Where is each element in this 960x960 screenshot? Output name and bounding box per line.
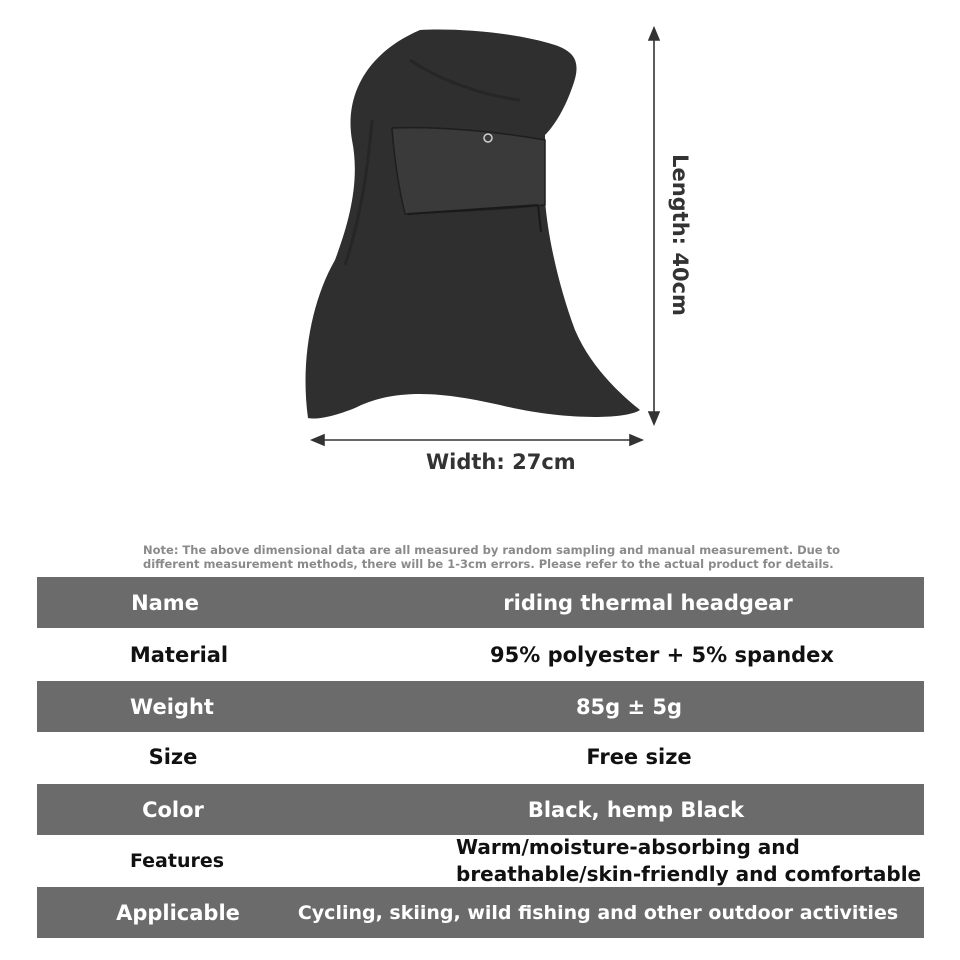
spec-label: Color [142, 797, 204, 822]
spec-value: riding thermal headgear [503, 590, 793, 615]
length-label: Length: 40cm [668, 154, 692, 316]
spec-row-size [37, 731, 924, 782]
spec-label: Name [131, 590, 199, 615]
spec-label: Applicable [116, 900, 240, 925]
width-label: Width: 27cm [426, 450, 576, 474]
spec-row-material [37, 629, 924, 680]
spec-row-name [37, 577, 924, 628]
spec-label: Weight [130, 694, 214, 719]
width-arrow [312, 435, 642, 445]
measurement-note: Note: The above dimensional data are all measured by random sampling and manual measurement. Due to different measurement methods, there will be 1-3cm errors. Please refer to the actual product for details. [143, 543, 841, 571]
spec-row-features [37, 835, 924, 886]
spec-label: Features [129, 849, 225, 872]
length-arrow [649, 28, 659, 424]
spec-label: Material [129, 642, 229, 667]
spec-row-color [37, 784, 924, 835]
spec-value: Black, hemp Black [527, 797, 745, 822]
spec-row-applicable [37, 887, 924, 938]
spec-value: 95% polyester + 5% spandex [490, 642, 834, 667]
face-flap [392, 128, 545, 214]
spec-label: Size [148, 744, 198, 769]
spec-value: Cycling, skiing, wild fishing and other outdoor activities [297, 901, 899, 924]
spec-value: 85g ± 5g [575, 694, 683, 719]
spec-value: Warm/moisture-absorbing and breathable/skin-friendly and comfortable [456, 834, 922, 886]
spec-value: Free size [586, 744, 692, 769]
spec-row-weight [37, 681, 924, 732]
